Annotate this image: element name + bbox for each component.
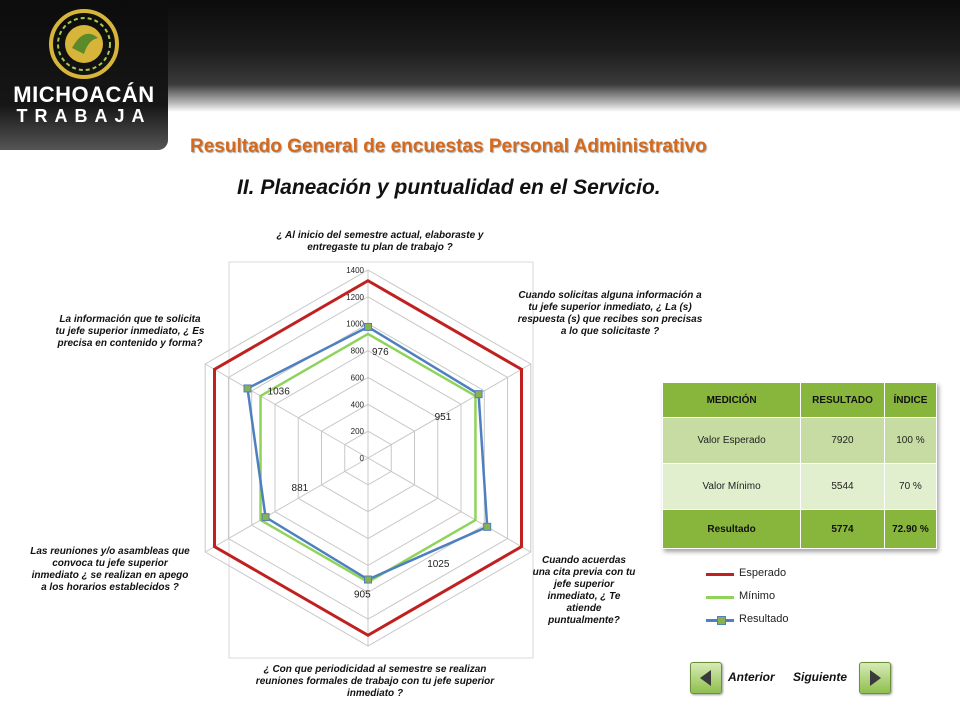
table-header-row [663, 383, 937, 418]
data-label-3: 905 [354, 589, 371, 601]
axis-label-2: Cuando acuerdas una cita previa con tu jefe superior inmediato, ¿ Te atiende puntualmente? [532, 555, 636, 626]
legend-label: Mínimo [739, 590, 776, 602]
axis-label-0: ¿ Al inicio del semestre actual, elaboraste y entregaste tu plan de trabajo ? [276, 230, 484, 253]
legend-marker-icon [717, 616, 726, 625]
axis-label-4: Las reuniones y/o asambleas que convoca tu jefe superior inmediato ¿ se realizan en apego a los horarios establecidos ? [30, 546, 190, 593]
table-cell: Resultado [663, 510, 801, 549]
tick-label-4: 800 [350, 346, 364, 356]
table-header-cell: ÍNDICE [884, 383, 936, 418]
navigation [690, 662, 890, 694]
resultado-point-4 [262, 514, 269, 521]
resultado-point-0 [365, 323, 372, 330]
table-cell: 100 % [884, 418, 936, 464]
section-subtitle: II. Planeación y puntualidad en el Servicio. [237, 176, 661, 199]
data-label-0: 976 [372, 346, 389, 358]
tick-label-7: 1400 [346, 266, 364, 275]
legend-label: Esperado [739, 567, 787, 579]
resultado-point-2 [484, 523, 491, 530]
tick-label-3: 600 [350, 373, 364, 383]
resultado-point-5 [244, 385, 251, 392]
tick-label-0: 0 [359, 454, 364, 463]
table-cell: 5774 [801, 510, 885, 549]
next-button[interactable] [859, 662, 891, 694]
table-header-cell: RESULTADO [801, 383, 885, 418]
prev-button[interactable] [690, 662, 722, 694]
data-label-1: 951 [434, 412, 452, 424]
tick-label-5: 1000 [346, 319, 364, 329]
page-title: Resultado General de encuestas Personal Administrativo [190, 136, 707, 157]
data-label-2: 1025 [427, 558, 450, 570]
legend-line-icon [706, 573, 734, 576]
table-cell: Valor Esperado [663, 418, 801, 464]
data-label-5: 1036 [267, 386, 290, 398]
table-row [663, 464, 937, 510]
table-cell: 72.90 % [884, 510, 936, 549]
resultado-point-3 [365, 576, 372, 583]
arrow-right-icon [860, 663, 890, 693]
table-row [663, 418, 937, 464]
axis-label-5: La información que te solicita tu jefe superior inmediato, ¿ Es precisa en contenido y forma? [55, 314, 205, 349]
tick-label-2: 400 [350, 400, 364, 410]
axis-label-1: Cuando solicitas alguna información a tu jefe superior inmediato, ¿ La (s) respuesta (s) que recibes son precisas a lo que solicitaste ? [517, 290, 703, 337]
metrics-table [662, 382, 937, 549]
table-cell: 5544 [801, 464, 885, 510]
table-header-cell: MEDICIÓN [663, 383, 801, 418]
table-cell: 7920 [801, 418, 885, 464]
legend-line-icon [706, 596, 734, 599]
prev-link[interactable]: Anterior [728, 670, 775, 684]
tick-label-6: 1200 [346, 292, 364, 302]
table-cell: Valor Mínimo [663, 464, 801, 510]
legend-label: Resultado [739, 613, 789, 625]
next-link[interactable]: Siguiente [793, 670, 848, 684]
brand-name: MICHOACÁN [13, 82, 155, 107]
resultado-point-1 [475, 391, 482, 398]
table-cell: 70 % [884, 464, 936, 510]
brand-subname: TRABAJA [16, 106, 152, 126]
tick-label-1: 200 [350, 427, 364, 437]
data-label-4: 881 [291, 483, 309, 495]
axis-label-3: ¿ Con que periodicidad al semestre se realizan reuniones formales de trabajo con tu jefe superior inmediato ? [255, 664, 495, 699]
table-row [663, 510, 937, 549]
arrow-left-icon [691, 663, 721, 693]
